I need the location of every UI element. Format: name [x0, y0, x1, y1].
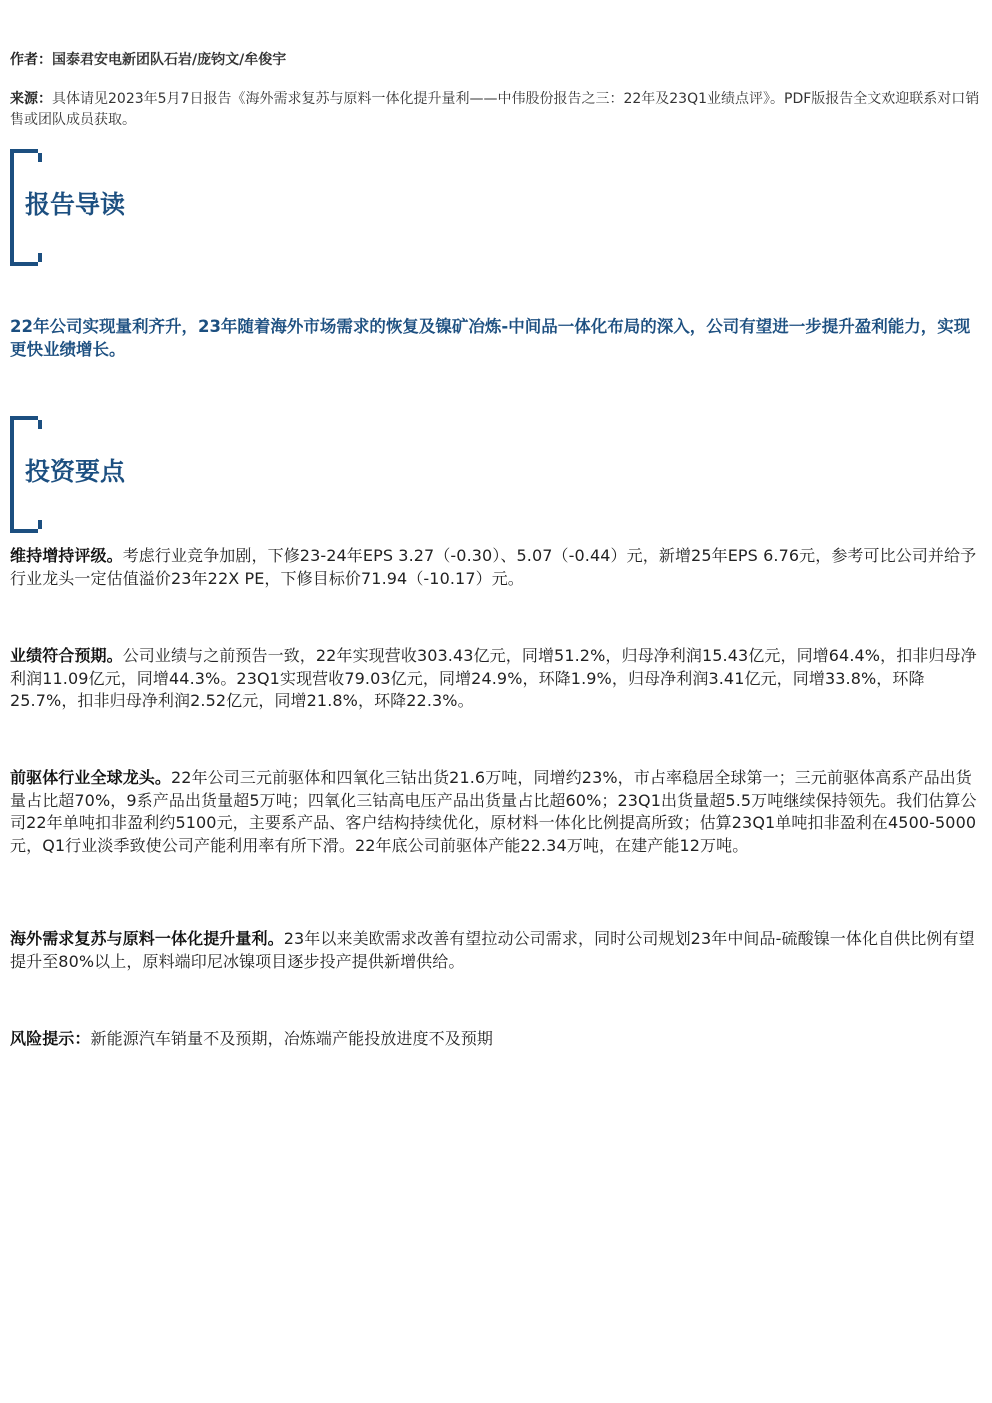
point-keyword: 风险提示：: [10, 1029, 91, 1048]
section-points-title: 投资要点: [25, 457, 126, 486]
author-value: 国泰君安电新团队石岩/庞钧文/牟俊宇: [52, 52, 287, 68]
source-value: 具体请见2023年5月7日报告《海外需求复苏与原料一体化提升量利——中伟股份报告之三：22年及23Q1业绩点评》。PDF版报告全文欢迎联系对口销售或团队成员获取。: [10, 91, 980, 128]
point-keyword: 业绩符合预期。: [10, 646, 123, 665]
point-leader: [10, 767, 982, 857]
point-risk: [10, 1028, 982, 1051]
point-text: 23年以来美欧需求改善有望拉动公司需求，同时公司规划23年中间品-硫酸镍一体化自供比例有望提升至80%以上，原料端印尼冰镍项目逐步投产提供新增供给。: [10, 929, 975, 971]
source-line: [10, 89, 982, 131]
point-keyword: 维持增持评级。: [10, 546, 123, 565]
point-keyword: 海外需求复苏与原料一体化提升量利。: [10, 929, 284, 948]
point-demand: [10, 928, 982, 973]
point-text: 22年公司三元前驱体和四氧化三钴出货21.6万吨，同增约23%，市占率稳居全球第一；三元前驱体高系产品出货量占比超70%，9系产品出货量超5万吨；四氧化三钴高电压产品出货量占比超60%；23Q1出货量超5.5万吨继续保持领先。我们估算公司22年单吨扣非盈利约5100元，主要系产品、客户结构持续优化，原材料一体化比例提高所致；估算23Q1单吨扣非盈利在4500-5000元，Q1行业淡季致使公司产能利用率有所下滑。22年底公司前驱体产能22.34万吨，在建产能12万吨。: [10, 768, 977, 855]
point-rating: [10, 545, 982, 590]
point-keyword: 前驱体行业全球龙头。: [10, 768, 172, 787]
point-text: 考虑行业竞争加剧，下修23-24年EPS 3.27（-0.30）、5.07（-0.44）元，新增25年EPS 6.76元，参考可比公司并给予行业龙头一定估值溢价23年22X PE，下修目标价71.94（-10.17）元。: [10, 546, 977, 588]
section-guide-title: 报告导读: [25, 190, 126, 219]
source-label: 来源：: [10, 91, 52, 107]
report-lead: 22年公司实现量利齐升，23年随着海外市场需求的恢复及镍矿冶炼-中间品一体化布局的深入，公司有望进一步提升盈利能力，实现更快业绩增长。: [10, 317, 971, 359]
author-label: 作者：: [10, 52, 52, 68]
author-line: [10, 50, 982, 71]
point-text: 公司业绩与之前预告一致，22年实现营收303.43亿元，同增51.2%，归母净利润15.43亿元，同增64.4%，扣非归母净利润11.09亿元，同增44.3%。23Q1实现营收79.03亿元，同增24.9%，环降1.9%，归母净利润3.41亿元，同增33.8%，环降25.7%，扣非归母净利润2.52亿元，同增21.8%，环降22.3%。: [10, 646, 977, 711]
section-guide-heading: [10, 149, 210, 262]
point-text: 新能源汽车销量不及预期，冶炼端产能投放进度不及预期: [90, 1029, 494, 1048]
point-results: [10, 645, 982, 713]
section-points-heading: [10, 416, 210, 529]
